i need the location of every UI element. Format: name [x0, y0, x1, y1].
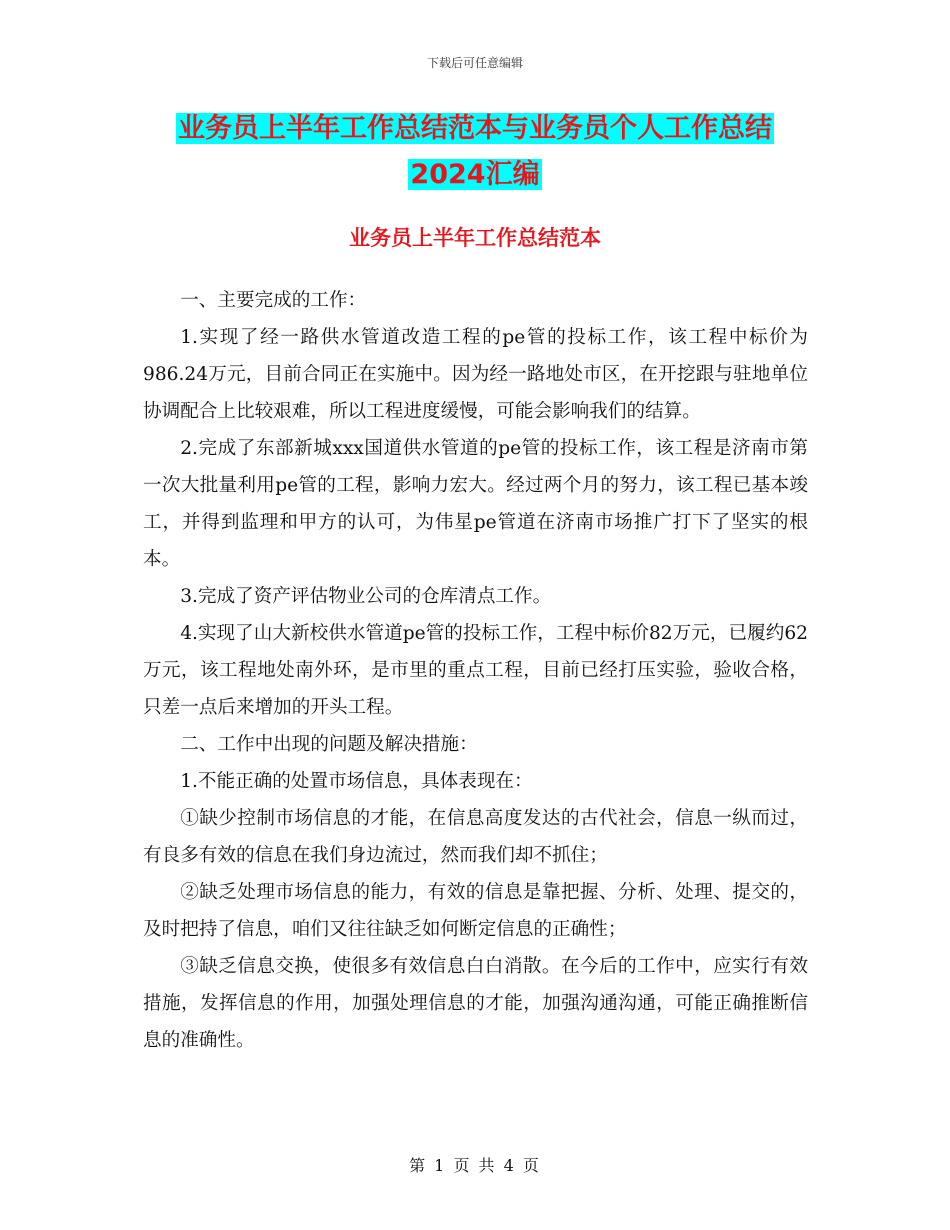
paragraph: ③缺乏信息交换，使很多有效信息白白消散。在今后的工作中，应实行有效措施，发挥信息的作用，加强处理信息的才能，加强沟通沟通，可能正确推断信息的准确性。 [143, 956, 808, 1051]
paragraph: 4.实现了山大新校供水管道pe管的投标工作，工程中标价82万元，已履约62万元，该工程地处南外环，是市里的重点工程，目前已经打压实验，验收合格，只差一点后来增加的开头工程。 [143, 623, 808, 718]
paragraph: 2.完成了东部新城xxx国道供水管道的pe管的投标工作，该工程是济南市第一次大批量利用pe管的工程，影响力宏大。经过两个月的努力，该工程已基本竣工，并得到监理和甲方的认可，为伟星pe管道在济南市场推广打下了坚实的根本。 [143, 438, 808, 570]
section-title: 业务员上半年工作总结范本 [349, 226, 601, 250]
paragraph: 1.实现了经一路供水管道改造工程的pe管的投标工作，该工程中标价为986.24万元，目前合同正在实施中。因为经一路地处市区，在开挖跟与驻地单位协调配合上比较艰难，所以工程进度缓慢，可能会影响我们的结算。 [143, 327, 808, 422]
page-footer: 第 1 页 共 4 页 [409, 1156, 541, 1175]
header-note: 下载后可任意编辑 [426, 56, 523, 70]
paragraph: 3.完成了资产评估物业公司的仓库清点工作。 [180, 586, 552, 607]
paragraph: 二、工作中出现的问题及解决措施： [180, 734, 478, 755]
paragraph: ①缺少控制市场信息的才能，在信息高度发达的古代社会，信息一纵而过，有良多有效的信息在我们身边流过，然而我们却不抓住； [143, 808, 808, 866]
paragraph: ②缺乏处理市场信息的能力，有效的信息是靠把握、分析、处理、提交的，及时把持了信息，咱们又往往缺乏如何断定信息的正确性； [143, 882, 808, 940]
document-title-line-2 [0, 156, 950, 194]
document-title-text-1: 业务员上半年工作总结范本与业务员个人工作总结 [178, 113, 772, 144]
paragraph: 一、主要完成的工作： [180, 290, 367, 311]
paragraph: 1.不能正确的处置市场信息，具体表现在： [180, 771, 533, 792]
document-body [143, 282, 808, 1059]
document-title-line-1 [0, 110, 950, 148]
document-title-text-2: 2024汇编 [410, 159, 540, 190]
